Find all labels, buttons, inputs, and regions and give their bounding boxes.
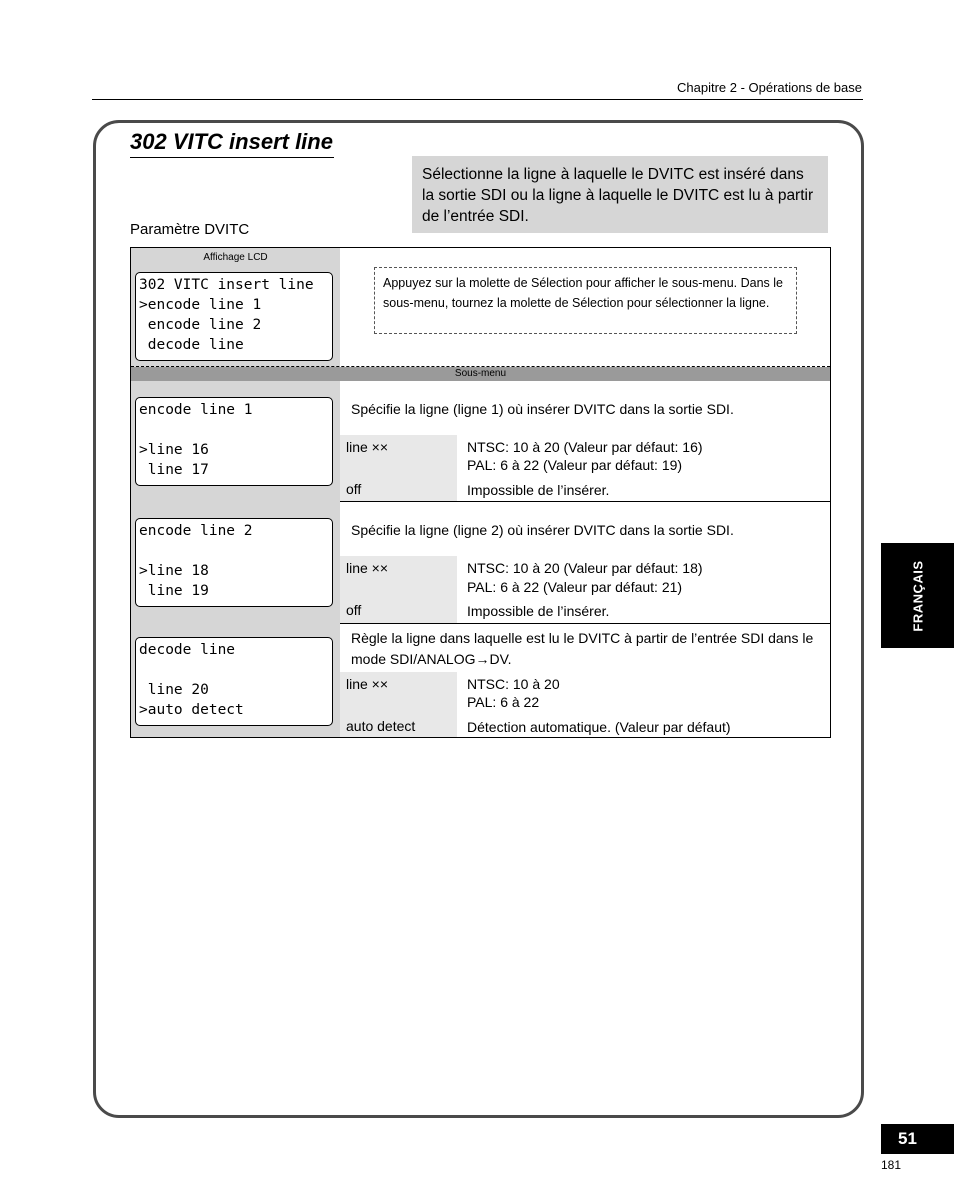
row-value: NTSC: 10 à 20 bbox=[467, 676, 560, 692]
section-3-description: Règle la ligne dans laquelle est lu le DVITC à partir de l’entrée SDI dans le mode SDI/ANALOG→DV. bbox=[351, 630, 814, 667]
lcd-line bbox=[139, 541, 329, 561]
lcd-line: >encode line 1 bbox=[139, 297, 262, 313]
lcd-display-encode-line-2 bbox=[135, 518, 333, 607]
language-label: FRANÇAIS bbox=[910, 559, 925, 632]
row-value: PAL: 6 à 22 (Valeur par défaut: 19) bbox=[467, 457, 683, 473]
lcd-line: >auto detect bbox=[139, 702, 244, 718]
row-value: PAL: 6 à 22 bbox=[467, 694, 540, 710]
row-divider bbox=[340, 501, 830, 502]
section-2-description: Spécifie la ligne (ligne 2) où insérer DVITC dans la sortie SDI. bbox=[351, 522, 734, 538]
lcd-line: >line 18 bbox=[139, 563, 209, 579]
header-rule bbox=[92, 99, 863, 100]
main-note: Appuyez sur la molette de Sélection pour afficher le sous-menu. Dans le sous-menu, tournez la molette de Sélection pour sélectionner la ligne. bbox=[374, 267, 797, 334]
row-value: Détection automatique. (Valeur par défaut) bbox=[467, 719, 731, 735]
lcd-line: encode line 2 bbox=[139, 317, 262, 333]
row-key: line ×× bbox=[346, 560, 389, 576]
lcd-line: decode line bbox=[139, 642, 236, 658]
row-key: auto detect bbox=[346, 718, 416, 734]
lcd-line: line 19 bbox=[139, 583, 209, 599]
lcd-display-main bbox=[135, 272, 333, 361]
lcd-line: decode line bbox=[139, 337, 244, 353]
lcd-line: line 20 bbox=[139, 682, 209, 698]
row-value: Impossible de l’insérer. bbox=[467, 482, 610, 498]
lcd-line: 302 VITC insert line bbox=[139, 277, 314, 293]
param-label: Paramètre DVITC bbox=[130, 221, 250, 238]
lcd-line: >line 16 bbox=[139, 442, 209, 458]
page-number: 51 bbox=[881, 1124, 954, 1154]
chapter-header: Chapitre 2 - Opérations de base bbox=[677, 80, 862, 95]
lcd-display-decode-line bbox=[135, 637, 333, 726]
lcd-line: encode line 1 bbox=[139, 402, 253, 418]
row-divider bbox=[340, 623, 830, 624]
lcd-caption: Affichage LCD bbox=[203, 252, 268, 263]
lcd-line: encode line 2 bbox=[139, 523, 253, 539]
row-key: line ×× bbox=[346, 676, 389, 692]
row-key: off bbox=[346, 481, 362, 497]
lcd-display-encode-line-1 bbox=[135, 397, 333, 486]
row-value: Impossible de l’insérer. bbox=[467, 603, 610, 619]
row-key: off bbox=[346, 602, 362, 618]
row-value: NTSC: 10 à 20 (Valeur par défaut: 16) bbox=[467, 439, 703, 455]
row-value: NTSC: 10 à 20 (Valeur par défaut: 18) bbox=[467, 560, 703, 576]
row-key: line ×× bbox=[346, 439, 389, 455]
language-tab bbox=[881, 543, 954, 648]
section-title: 302 VITC insert line bbox=[130, 129, 334, 158]
submenu-caption: Sous-menu bbox=[131, 367, 830, 381]
section-1-description: Spécifie la ligne (ligne 1) où insérer DVITC dans la sortie SDI. bbox=[351, 401, 734, 417]
lcd-line bbox=[139, 420, 329, 440]
row-value: PAL: 6 à 22 (Valeur par défaut: 21) bbox=[467, 579, 683, 595]
section-description: Sélectionne la ligne à laquelle le DVITC est inséré dans la sortie SDI ou la ligne à laquelle le DVITC est lu à partir de l’entrée SDI. bbox=[412, 156, 828, 233]
lcd-line bbox=[139, 660, 329, 680]
page-sub-number: 181 bbox=[881, 1158, 902, 1172]
lcd-line: line 17 bbox=[139, 462, 209, 478]
